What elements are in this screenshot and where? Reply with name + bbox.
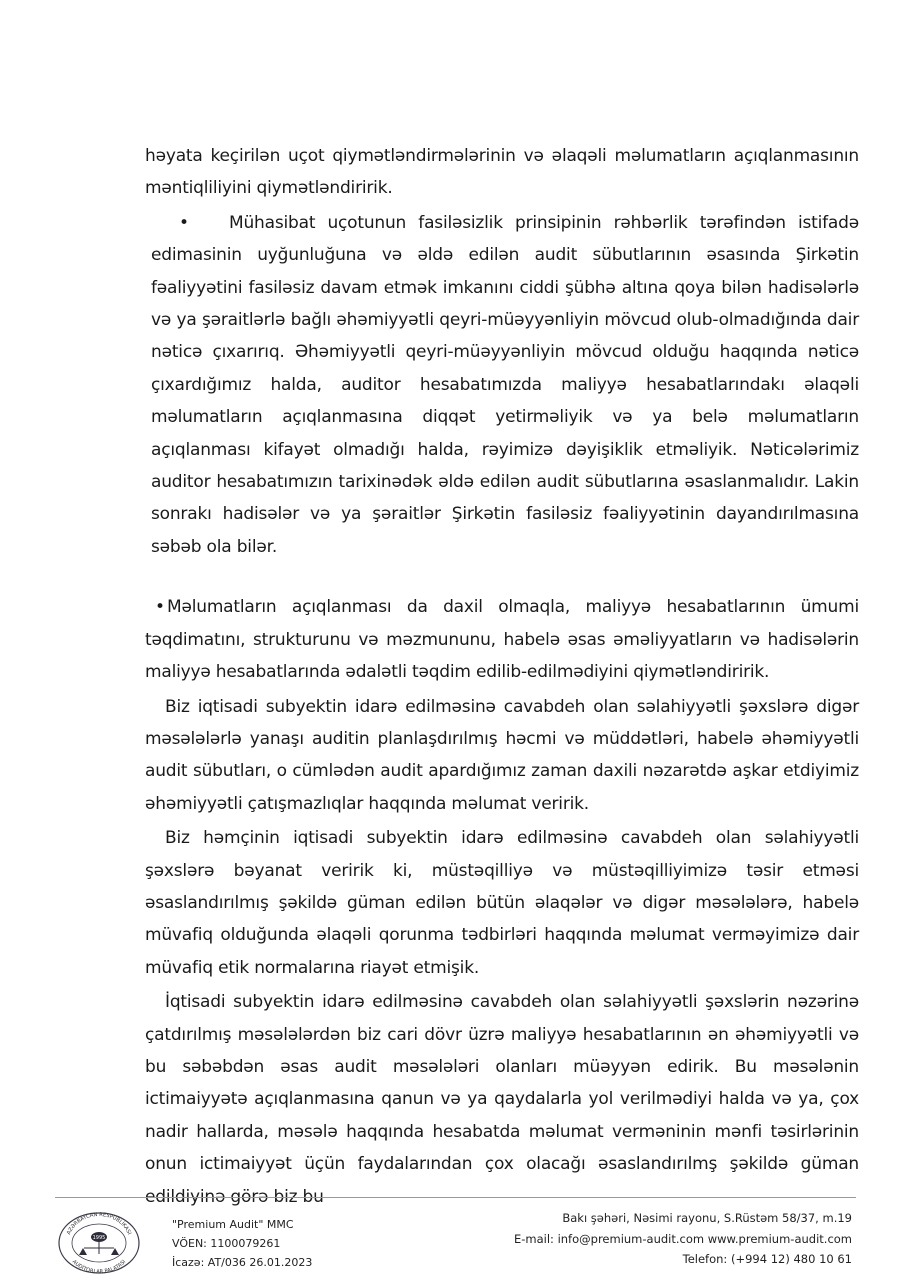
footer-contact-info (514, 1208, 852, 1270)
svg-text:1995: 1995 (92, 1235, 106, 1241)
address: Bakı şəhəri, Nəsimi rayonu, S.Rüstəm 58/37, m.19 (562, 1211, 852, 1225)
paragraph-key-audit-matters: İqtisadi subyektin idarə edilməsinə cavabdeh olan səlahiyyətli şəxslərin nəzərinə çatdırılmış məsələlərdən biz cari dövr üzrə maliyyə hesabatlarının ən əhəmiyyətli və bu səbəbdən əsas audit məsələləri olanları müəyyən edirik. Bu məsələnin ictimaiyyətə açıqlanmasına qanun və ya qaydalarla yol verilmədiyi halda və ya, çox nadir hallarda, məsələ haqqında hesabatda məlumat verməninin mənfi təsirlərinin onun ictimaiyyət üçün faydalarından çox olacağı əsaslandırılmş şəkildə güman edildiyinə görə biz bu (145, 992, 859, 1207)
license-info: İcazə: AT/036 26.01.2023 (172, 1256, 313, 1269)
svg-text:AUDİTORLAR PALATASI: AUDİTORLAR PALATASI (70, 1259, 128, 1274)
spacer (145, 563, 859, 591)
bullet-item-presentation (145, 591, 859, 688)
paragraph-communication: Biz iqtisadi subyektin idarə edilməsinə cavabdeh olan səlahiyyətli şəxslərə digər məsələlərlə yanaşı auditin planlaşdırılmış həcmi və müddətləri, habelə əhəmiyyətli audit sübutları, o cümlədən audit apardığımız zaman daxili nəzarətdə aşkar etdiyimiz əhəmiyyətli çatışmazlıqlar haqqında məlumat veririk. (145, 696, 859, 814)
phone: Telefon: (+994 12) 480 10 61 (682, 1252, 852, 1266)
footer-divider (55, 1197, 856, 1198)
company-name: "Premium Audit" MMC (172, 1218, 294, 1231)
paragraph-continuation: həyata keçirilən uçot qiymətləndirmələrinin və əlaqəli məlumatların açıqlanmasının məntiqliliyini qiymətləndiririk. (145, 146, 859, 199)
footer-company-info (172, 1215, 312, 1272)
bullet-icon: • (179, 212, 189, 233)
svg-text:AZƏRBAYCAN RESPUBLİKASI: AZƏRBAYCAN RESPUBLİKASI (65, 1211, 133, 1236)
chamber-seal-logo (56, 1208, 142, 1274)
bullet-text: Məlumatların açıqlanması da daxil olmaqla, maliyyə hesabatlarının ümumi təqdimatını, strukturunu və məzmununu, habelə əsas əməliyyatların və hadisələrin maliyyə hesabatlarında ədalətli təqdim edilib-edilmədiyini qiymətləndiririk. (145, 597, 859, 683)
paragraph-independence: Biz həmçinin iqtisadi subyektin idarə edilməsinə cavabdeh olan səlahiyyətli şəxslərə bəyanat veririk ki, müstəqilliyə və müstəqilliyimizə təsir etməsi əsaslandırılmış şəkildə güman edilən bütün əlaqələr və digər məsələlərə, habelə müvafiq olduğunda əlaqəli qorunma tədbirləri haqqında məlumat verməyimizə dair müvafiq etik normalarına riayət etmişik. (145, 828, 859, 978)
bullet-item-going-concern (145, 207, 859, 563)
email-website: E-mail: info@premium-audit.com www.premium-audit.com (513, 1231, 852, 1246)
document-body (145, 140, 859, 1213)
bullet-text: Mühasibat uçotunun fasiləsizlik prinsipinin rəhbərlik tərəfindən istifadə edimasinin uyğunluğuna və əldə edilən audit sübutlarının əsasında Şirkətin fəaliyyətini fasiləsiz davam etmək imkanını ciddi şübhə altına qoya bilən hadisələrlə və ya şəraitlərlə bağlı əhəmiyyətli qeyri-müəyyənliyin mövcud olub-olmadığında dair nəticə çıxarırıq. Əhəmiyyətli qeyri-müəyyənliyin mövcud olduğu haqqında nəticə çıxardığımız halda, auditor hesabatımızda maliyyə hesabatlarındakı əlaqəli məlumatların açıqlanmasına diqqət yetirməliyik və ya belə məlumatların açıqlanması kifayət olmadığı halda, rəyimizə dəyişiklik etməliyik. Nəticələrimiz auditor hesabatımızın tarixinədək əldə edilən audit sübutlarına əsaslanmalıdır. Lakin sonrakı hadisələr və ya şəraitlər Şirkətin fasiləsiz fəaliyyətinin dayandırılmasına səbəb ola bilər. (151, 212, 859, 557)
tax-id: VÖEN: 1100079261 (172, 1237, 281, 1250)
bullet-icon: • (155, 597, 165, 618)
